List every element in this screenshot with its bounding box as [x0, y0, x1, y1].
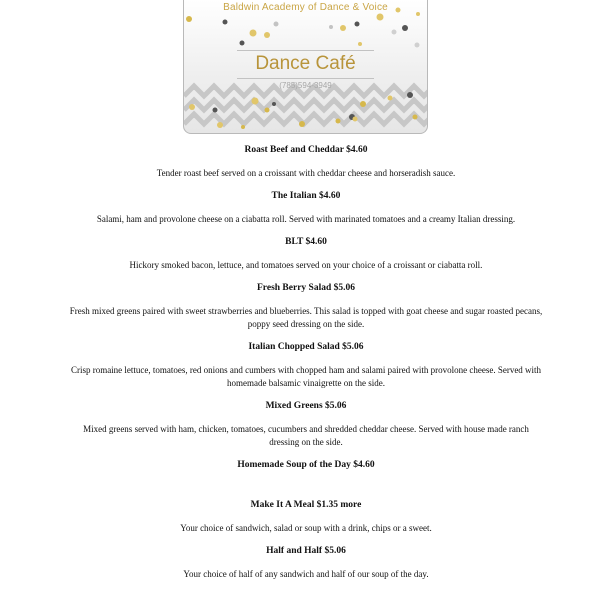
menu-list	[68, 144, 544, 591]
item-title: Homemade Soup of the Day $4.60	[237, 460, 375, 470]
item-description: Salami, ham and provolone cheese on a ciabatta roll. Served with marinated tomatoes and a creamy Italian dressing.	[96, 214, 516, 224]
item-title: Roast Beef and Cheddar $4.60	[244, 145, 368, 155]
menu-item	[68, 341, 544, 390]
menu-item	[68, 400, 544, 449]
menu-item	[68, 190, 544, 226]
item-description: Hickory smoked bacon, lettuce, and tomatoes served on your choice of a croissant or ciabatta roll.	[129, 260, 483, 270]
logo-top-rule	[237, 50, 374, 51]
item-title: Half and Half $5.06	[266, 546, 346, 556]
item-title: Italian Chopped Salad $5.06	[248, 342, 364, 352]
item-description: Your choice of half of any sandwich and half of our soup of the day.	[183, 569, 429, 579]
item-title: The Italian $4.60	[271, 191, 341, 201]
cafe-title: Dance Café	[255, 53, 356, 74]
menu-extra	[68, 545, 544, 581]
item-title: Mixed Greens $5.06	[265, 401, 347, 411]
menu-item	[68, 282, 544, 331]
menu-item	[68, 144, 544, 180]
logo-bottom-rule	[237, 78, 374, 79]
item-description: Crisp romaine lettuce, tomatoes, red onions and cumbers with chopped ham and salami paired with provolone cheese. Served with homemade balsamic vinaigrette on the side.	[70, 365, 542, 388]
item-description: Your choice of sandwich, salad or soup with a drink, chips or a sweet.	[180, 523, 432, 533]
menu-extra	[68, 499, 544, 535]
cafe-logo-card	[183, 0, 428, 134]
section-spacer	[68, 482, 544, 499]
item-title: BLT $4.60	[285, 237, 327, 247]
item-title: Fresh Berry Salad $5.06	[257, 283, 355, 293]
academy-name: Baldwin Academy of Dance & Voice	[223, 2, 388, 13]
menu-item	[68, 236, 544, 272]
item-description: Mixed greens served with ham, chicken, tomatoes, cucumbers and shredded cheddar cheese. Served with house made ranch dressing on the side.	[83, 424, 529, 447]
item-description: Fresh mixed greens paired with sweet strawberries and blueberries. This salad is topped with goat cheese and sugar roasted pecans, poppy seed dressing on the side.	[69, 306, 543, 329]
menu-item	[68, 459, 544, 471]
item-title: Make It A Meal $1.35 more	[250, 500, 362, 510]
phone-number: (785)594-3949	[279, 81, 332, 90]
item-description: Tender roast beef served on a croissant with cheddar cheese and horseradish sauce.	[156, 168, 456, 178]
